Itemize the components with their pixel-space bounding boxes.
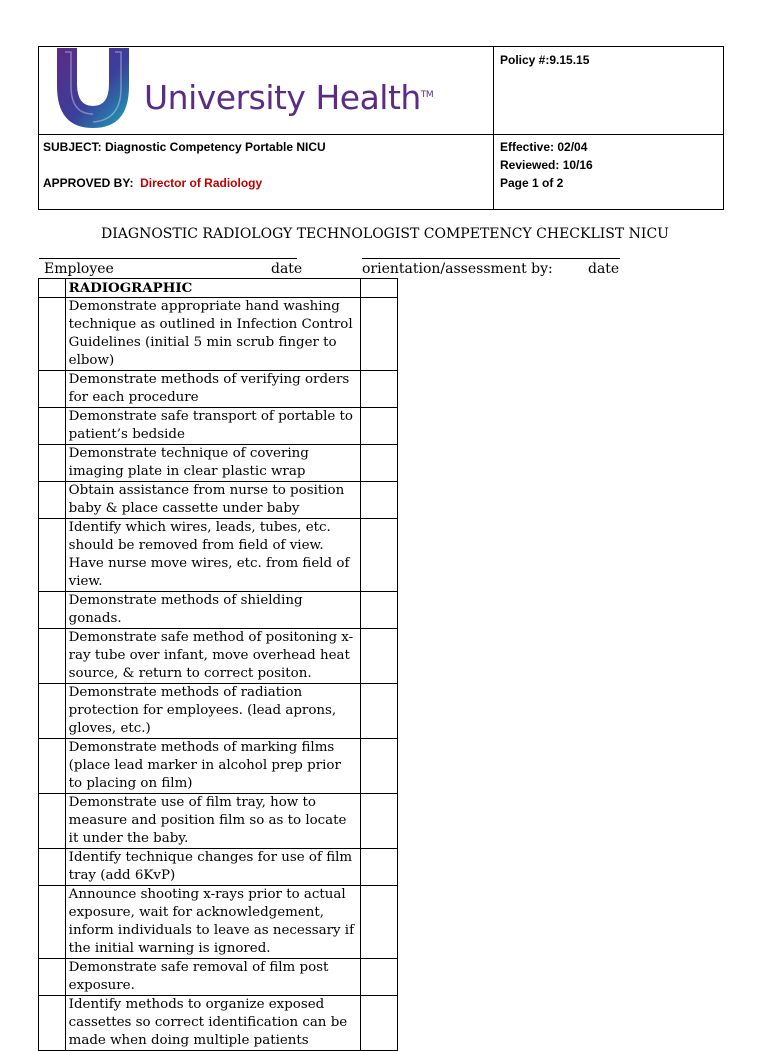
checklist-item-text: Demonstrate technique of covering imaging plate in clear plastic wrap: [65, 445, 360, 482]
check-cell[interactable]: [39, 739, 66, 794]
subject-line: SUBJECT: Diagnostic Competency Portable NICU: [43, 140, 326, 154]
checklist-row: [39, 959, 398, 996]
checklist-item-text: Demonstrate safe removal of film post exposure.: [65, 959, 360, 996]
check-cell[interactable]: [39, 298, 66, 371]
checklist-item-text: Demonstrate safe transport of portable to patient’s bedside: [65, 408, 360, 445]
initial-cell[interactable]: [361, 592, 398, 629]
checklist-row: [39, 519, 398, 592]
checklist-item-text: Demonstrate use of film tray, how to measure and position film so as to locate it under the baby.: [65, 794, 360, 849]
checklist-row: [39, 739, 398, 794]
checklist-row: [39, 482, 398, 519]
checklist-item-text: Identify which wires, leads, tubes, etc. should be removed from field of view. Have nurse move wires, etc. from field of view.: [65, 519, 360, 592]
initial-cell[interactable]: [361, 279, 398, 298]
check-cell[interactable]: [39, 886, 66, 959]
check-cell[interactable]: [39, 592, 66, 629]
section-heading: RADIOGRAPHIC: [65, 279, 360, 298]
checklist-item-text: Demonstrate methods of marking films (place lead marker in alcohol prep prior to placing on film): [65, 739, 360, 794]
employee-signature-line: [39, 258, 297, 259]
check-cell[interactable]: [39, 996, 66, 1051]
initial-cell[interactable]: [361, 408, 398, 445]
header-divider-vertical: [493, 47, 494, 209]
check-cell[interactable]: [39, 519, 66, 592]
check-cell[interactable]: [39, 794, 66, 849]
competency-checklist-table: [38, 278, 398, 1051]
check-cell[interactable]: [39, 408, 66, 445]
check-cell[interactable]: [39, 482, 66, 519]
university-health-logo: [43, 48, 443, 132]
check-cell[interactable]: [39, 684, 66, 739]
approved-by-label: APPROVED BY:: [43, 176, 134, 190]
initial-cell[interactable]: [361, 794, 398, 849]
initial-cell[interactable]: [361, 482, 398, 519]
check-cell[interactable]: [39, 959, 66, 996]
checklist-row: [39, 794, 398, 849]
initial-cell[interactable]: [361, 684, 398, 739]
checklist-row: [39, 408, 398, 445]
approved-by: [43, 174, 262, 192]
checklist-row: [39, 629, 398, 684]
effective-date: Effective: 02/04: [500, 140, 588, 154]
checklist-row: [39, 445, 398, 482]
assessor-label: orientation/assessment by:: [362, 261, 553, 277]
section-row: [39, 279, 398, 298]
approved-by-value: Director of Radiology: [140, 176, 263, 190]
assessor-date-label: date: [588, 261, 620, 277]
employee-label: Employee: [44, 261, 114, 277]
initial-cell[interactable]: [361, 371, 398, 408]
page-number: Page 1 of 2: [500, 176, 564, 190]
check-cell[interactable]: [39, 629, 66, 684]
logo-wordmark: University Health™: [144, 78, 434, 117]
checklist-item-text: Obtain assistance from nurse to position baby & place cassette under baby: [65, 482, 360, 519]
checklist-row: [39, 298, 398, 371]
checklist-row: [39, 371, 398, 408]
initial-cell[interactable]: [361, 445, 398, 482]
checklist-item-text: Announce shooting x-rays prior to actual exposure, wait for acknowledgement, inform individuals to leave as necessary if the initial warning is ignored.: [65, 886, 360, 959]
checklist-item-text: Demonstrate methods of verifying orders for each procedure: [65, 371, 360, 408]
policy-number: Policy #:9.15.15: [500, 53, 590, 67]
checklist-item-text: Identify methods to organize exposed cassettes so correct identification can be made when doing multiple patients: [65, 996, 360, 1051]
checklist-row: [39, 592, 398, 629]
header-divider-horizontal: [39, 134, 723, 135]
assessor-signature-line: [362, 258, 620, 259]
employee-date-label: date: [271, 261, 303, 277]
checklist-item-text: Demonstrate methods of shielding gonads.: [65, 592, 360, 629]
policy-header-box: [38, 46, 724, 210]
u-mark-icon: [43, 48, 143, 132]
checklist-item-text: Demonstrate methods of radiation protection for employees. (lead aprons, gloves, etc.): [65, 684, 360, 739]
reviewed-date: Reviewed: 10/16: [500, 158, 593, 172]
initial-cell[interactable]: [361, 849, 398, 886]
check-cell[interactable]: [39, 445, 66, 482]
checklist-row: [39, 684, 398, 739]
initial-cell[interactable]: [361, 959, 398, 996]
initial-cell[interactable]: [361, 298, 398, 371]
initial-cell[interactable]: [361, 886, 398, 959]
check-cell[interactable]: [39, 279, 66, 298]
checklist-row: [39, 886, 398, 959]
checklist-item-text: Demonstrate safe method of positoning x-ray tube over infant, move overhead heat source, & return to correct positon.: [65, 629, 360, 684]
check-cell[interactable]: [39, 849, 66, 886]
initial-cell[interactable]: [361, 739, 398, 794]
checklist-item-text: Identify technique changes for use of film tray (add 6KvP): [65, 849, 360, 886]
check-cell[interactable]: [39, 371, 66, 408]
document-title: DIAGNOSTIC RADIOLOGY TECHNOLOGIST COMPETENCY CHECKLIST NICU: [101, 226, 669, 242]
checklist-row: [39, 996, 398, 1051]
initial-cell[interactable]: [361, 996, 398, 1051]
checklist-item-text: Demonstrate appropriate hand washing technique as outlined in Infection Control Guidelines (initial 5 min scrub finger to elbow): [65, 298, 360, 371]
initial-cell[interactable]: [361, 629, 398, 684]
initial-cell[interactable]: [361, 519, 398, 592]
checklist-row: [39, 849, 398, 886]
